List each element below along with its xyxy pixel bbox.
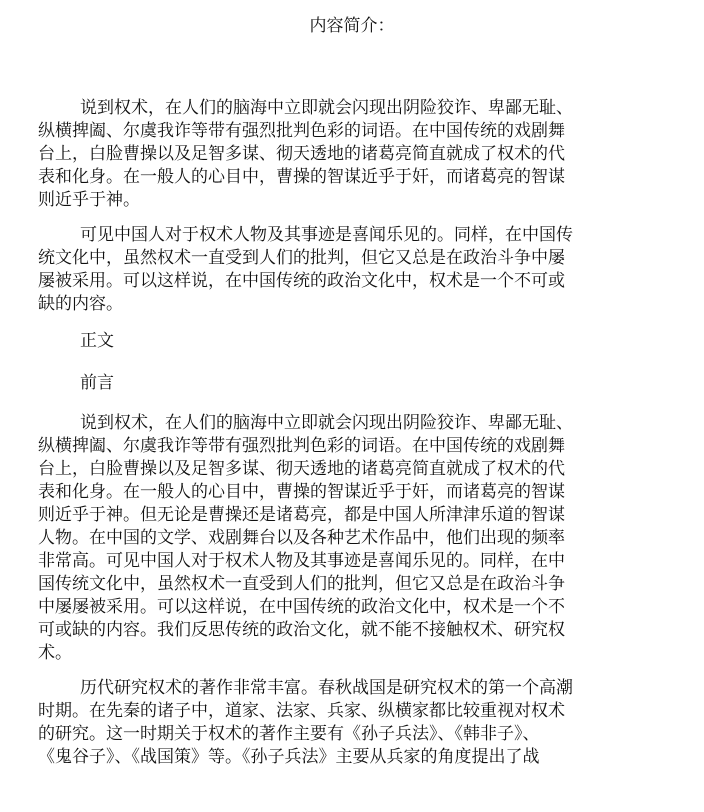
page-title: 内容简介： [309, 16, 395, 36]
section-label-zhengwen: 正文 [80, 331, 114, 351]
intro-paragraph-2: 可见中国人对于权术人物及其事迹是喜闻乐见的。同样，在中国传 统文化中，虽然权术一直受到人们的批判，但它又总是在政治斗争中屡 屡被采用。可以这样说，在中国传统的政治文化中，权术是一个不可或 缺的内容。 [38, 225, 573, 314]
body-paragraph-2: 历代研究权术的著作非常丰富。春秋战国是研究权术的第一个高潮 时期。在先秦的诸子中，道家、法家、兵家、纵横家都比较重视对权术 的研究。这一时期关于权术的著作主要有《孙子兵法》、《韩非子》、 《鬼谷子》、《战国策》等。《孙子兵法》主要从兵家的角度提出了战 [38, 678, 573, 767]
intro-paragraph-1: 说到权术，在人们的脑海中立即就会闪现出阴险狡诈、卑鄙无耻、 纵横捭阖、尔虞我诈等带有强烈批判色彩的词语。在中国传统的戏剧舞 台上，白脸曹操以及足智多谋、彻天透地的诸葛亮简直就成了权术的代 表和化身。在一般人的心目中，曹操的智谋近乎于奸，而诸葛亮的智谋 则近乎于神。 [38, 98, 573, 210]
body-paragraph-1: 说到权术，在人们的脑海中立即就会闪现出阴险狡诈、卑鄙无耻、 纵横捭阖、尔虞我诈等带有强烈批判色彩的词语。在中国传统的戏剧舞 台上，白脸曹操以及足智多谋、彻天透地的诸葛亮简直就成了权术的代 表和化身。在一般人的心目中，曹操的智谋近乎于奸，而诸葛亮的智谋 则近乎于神。但无论是曹操还是诸葛亮，都是中国人所津津乐道的智谋 人物。在中国的文学、戏剧舞台以及各种艺术作品中，他们出现的频率 非常高。可见中国人对于权术人物及其事迹是喜闻乐见的。同样，在中 国传统文化中，虽然权术一直受到人们的批判，但它又总是在政治斗争 中屡屡被采用。可以这样说，在中国传统的政治文化中，权术是一个不 可或缺的内容。我们反思传统的政治文化，就不能不接触权术、研究权 术。 [38, 413, 573, 663]
section-label-qianyan: 前言 [80, 373, 114, 393]
document-body [0, 97, 704, 781]
